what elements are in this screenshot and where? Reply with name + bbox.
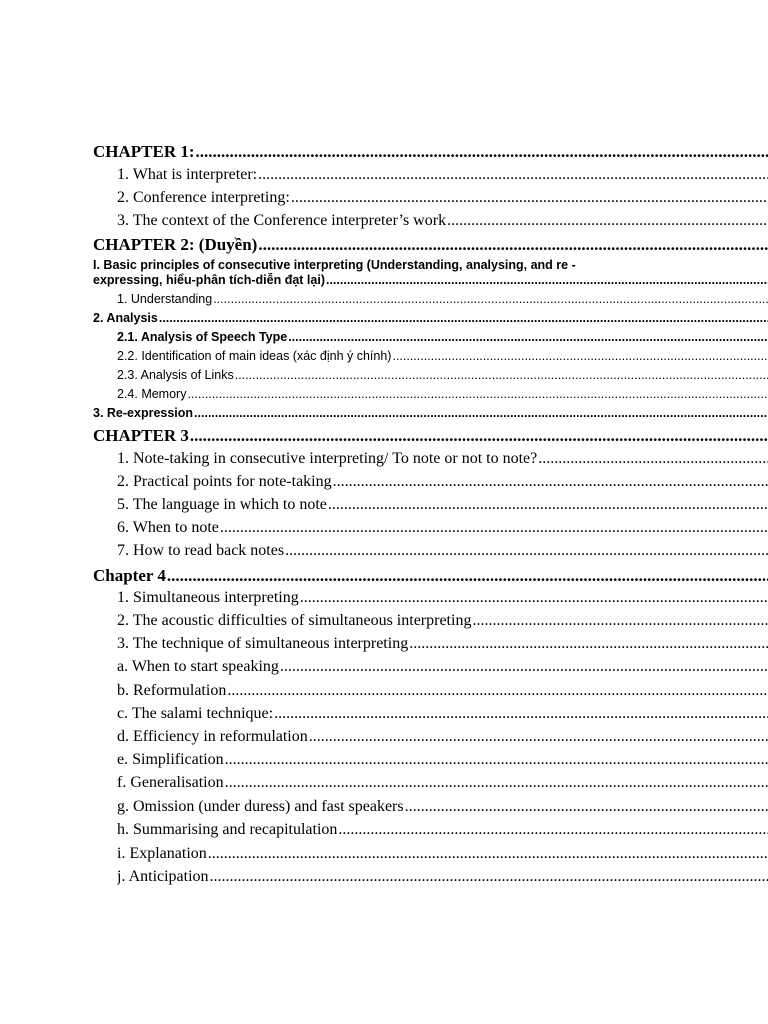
toc-leader-dots xyxy=(196,142,768,162)
toc-entry-title: i. Explanation xyxy=(117,845,207,862)
toc-entry[interactable] xyxy=(117,798,768,816)
toc-entry-title: 2. Analysis xyxy=(93,311,158,325)
toc-entry[interactable] xyxy=(117,473,768,491)
toc-entry-title: Chapter 4 xyxy=(93,566,166,585)
toc-leader-dots xyxy=(258,166,768,184)
toc-entry-title: 2.1. Analysis of Speech Type xyxy=(117,330,288,344)
toc-leader-dots xyxy=(288,330,768,344)
toc-entry-title-line1: I. Basic principles of consecutive interpreting (Understanding, analysing, and re - xyxy=(93,258,576,272)
toc-entry[interactable] xyxy=(117,682,768,700)
toc-entry[interactable] xyxy=(93,406,768,420)
toc-entry-title: e. Simplification xyxy=(117,751,224,768)
toc-leader-dots xyxy=(167,566,768,586)
toc-leader-dots xyxy=(472,612,768,630)
toc-entry-title: CHAPTER 3 xyxy=(93,426,189,445)
toc-leader-dots xyxy=(392,349,768,363)
toc-entry[interactable] xyxy=(117,212,768,230)
toc-entry[interactable] xyxy=(117,450,768,468)
toc-entry[interactable] xyxy=(117,330,768,344)
toc-entry[interactable] xyxy=(117,635,768,653)
toc-leader-dots xyxy=(213,292,768,306)
toc-entry[interactable] xyxy=(117,542,768,560)
toc-leader-dots xyxy=(227,682,768,700)
toc-entry-title: CHAPTER 1: xyxy=(93,142,195,161)
toc-leader-dots xyxy=(300,589,768,607)
toc-entry-title: 5. The language in which to note xyxy=(117,496,327,513)
toc-entry-title: 1. Simultaneous interpreting xyxy=(117,589,299,606)
toc-leader-dots xyxy=(220,519,768,537)
toc-entry-title: 2. The acoustic difficulties of simultaneous interpreting xyxy=(117,612,472,629)
toc-entry[interactable] xyxy=(117,612,768,630)
toc-entry-title: 2. Conference interpreting: xyxy=(117,189,290,206)
toc-leader-dots xyxy=(194,406,768,420)
toc-entry-title: c. The salami technique: xyxy=(117,705,274,722)
toc-entry[interactable] xyxy=(117,705,768,723)
toc-leader-dots xyxy=(328,496,768,514)
toc-leader-dots xyxy=(280,658,768,676)
toc-entry-title: 6. When to note xyxy=(117,519,219,536)
toc-leader-dots xyxy=(208,845,768,863)
toc-leader-dots xyxy=(235,368,768,382)
toc-entry-title: a. When to start speaking xyxy=(117,658,279,675)
toc-entry-title: b. Reformulation xyxy=(117,682,227,699)
toc-entry[interactable] xyxy=(117,845,768,863)
toc-entry[interactable] xyxy=(117,166,768,184)
toc-entry-title: d. Efficiency in reformulation xyxy=(117,728,308,745)
toc-chapter-4[interactable] xyxy=(93,566,768,586)
toc-leader-dots xyxy=(333,473,768,491)
toc-chapter-2[interactable] xyxy=(93,235,768,255)
toc-entry[interactable] xyxy=(117,728,768,746)
toc-leader-dots xyxy=(409,635,768,653)
toc-entry[interactable] xyxy=(117,387,768,401)
toc-leader-dots xyxy=(274,705,768,723)
toc-entry[interactable] xyxy=(93,311,768,325)
toc-leader-dots xyxy=(447,212,768,230)
toc-entry-title: 2.3. Analysis of Links xyxy=(117,368,234,382)
toc-leader-dots xyxy=(210,868,768,886)
toc-entry-title: 1. What is interpreter: xyxy=(117,166,258,183)
toc-entry[interactable] xyxy=(117,868,768,886)
toc-leader-dots xyxy=(326,273,768,288)
toc-entry-title: h. Summarising and recapitulation xyxy=(117,821,338,838)
toc-entry-title: 2. Practical points for note-taking xyxy=(117,473,332,490)
toc-leader-dots xyxy=(258,235,768,255)
toc-entry[interactable] xyxy=(117,589,768,607)
toc-entry[interactable] xyxy=(117,368,768,382)
toc-leader-dots xyxy=(405,798,768,816)
toc-entry[interactable] xyxy=(117,519,768,537)
toc-entry[interactable] xyxy=(117,496,768,514)
toc-leader-dots xyxy=(291,189,768,207)
toc-entry-title: 7. How to read back notes xyxy=(117,542,285,559)
toc-entry-title: 1. Note-taking in consecutive interpreting/ To note or not to note? xyxy=(117,450,538,467)
toc-entry[interactable] xyxy=(117,751,768,769)
toc-entry-title: g. Omission (under duress) and fast speakers xyxy=(117,798,404,815)
toc-entry-title: 3. The context of the Conference interpreter’s work xyxy=(117,212,447,229)
toc-leader-dots xyxy=(225,751,768,769)
toc-entry[interactable] xyxy=(117,658,768,676)
toc-entry[interactable] xyxy=(117,292,768,306)
toc-chapter-3[interactable] xyxy=(93,426,768,446)
toc-chapter-1[interactable] xyxy=(93,142,768,162)
toc-entry-title: 3. The technique of simultaneous interpreting xyxy=(117,635,409,652)
toc-leader-dots xyxy=(225,774,768,792)
toc-entry[interactable] xyxy=(117,189,768,207)
toc-leader-dots xyxy=(190,426,768,446)
toc-leader-dots xyxy=(538,450,768,468)
toc-entry-title: 1. Understanding xyxy=(117,292,213,306)
toc-entry-title: 2.2. Identification of main ideas (xác định ý chính) xyxy=(117,349,392,363)
toc-entry-title: CHAPTER 2: (Duyền) xyxy=(93,235,258,254)
toc-leader-dots xyxy=(285,542,768,560)
toc-entry-title: 3. Re-expression xyxy=(93,406,194,420)
toc-entry[interactable] xyxy=(117,774,768,792)
toc-entry-title: j. Anticipation xyxy=(117,868,209,885)
toc-entry-title-line2: expressing, hiểu-phân tích-diễn đạt lại) xyxy=(93,273,325,287)
toc-leader-dots xyxy=(187,387,768,401)
toc-entry-title: f. Generalisation xyxy=(117,774,224,791)
toc-leader-dots xyxy=(338,821,768,839)
toc-leader-dots xyxy=(159,311,768,325)
toc-entry[interactable] xyxy=(117,821,768,839)
toc-entry-principles[interactable] xyxy=(93,258,768,288)
toc-leader-dots xyxy=(309,728,768,746)
toc-entry-title: 2.4. Memory xyxy=(117,387,187,401)
toc-entry[interactable] xyxy=(117,349,768,363)
